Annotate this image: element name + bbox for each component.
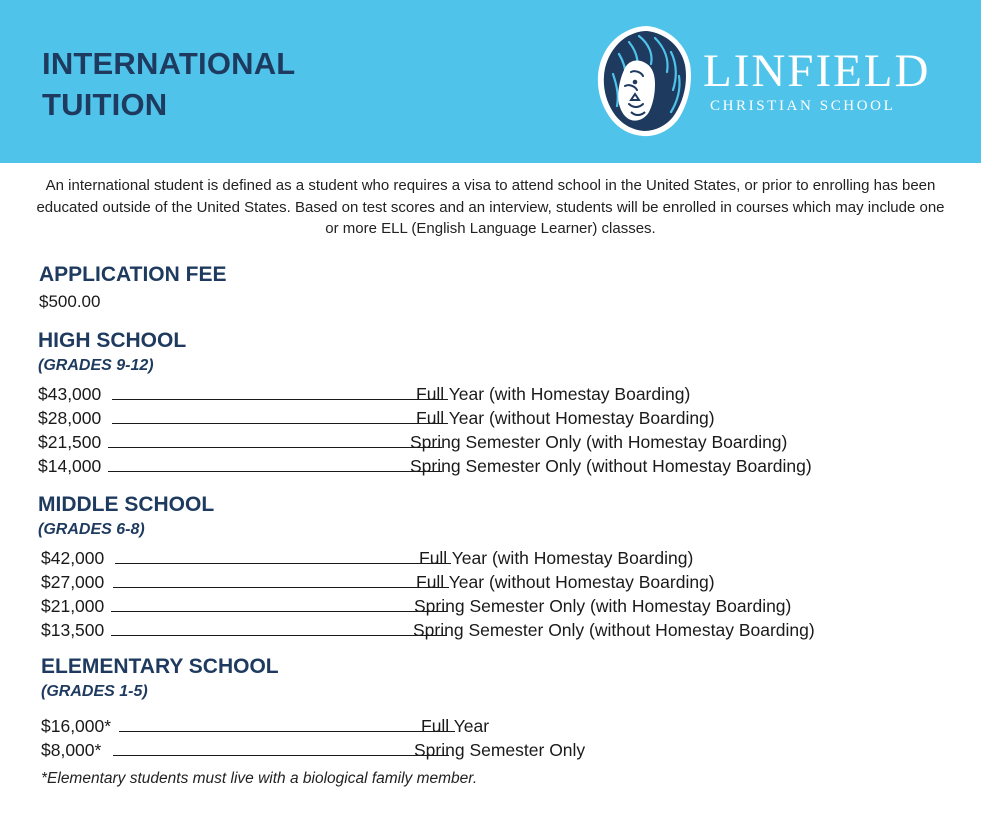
middle-school-heading: MIDDLE SCHOOL: [38, 493, 215, 516]
leader-line: [119, 731, 455, 732]
tuition-price: $28,000: [38, 408, 102, 428]
page-title: [42, 43, 295, 125]
tuition-description: Full Year (with Homestay Boarding): [419, 548, 694, 568]
tuition-description: Spring Semester Only: [414, 740, 586, 760]
leader-line: [112, 423, 448, 424]
lion-logo-icon: [595, 24, 693, 138]
leader-line: [111, 635, 447, 636]
footnote: *Elementary students must live with a biological family member.: [41, 770, 478, 787]
leader-line: [113, 755, 449, 756]
tuition-price: $8,000*: [41, 740, 102, 760]
middle-school-grades: (GRADES 6-8): [38, 521, 145, 538]
tuition-description: Spring Semester Only (without Homestay Boarding): [410, 456, 812, 476]
elementary-school-heading: ELEMENTARY SCHOOL: [41, 655, 279, 678]
tuition-description: Full Year (without Homestay Boarding): [416, 572, 715, 592]
leader-line: [115, 563, 451, 564]
tuition-description: Full Year (without Homestay Boarding): [416, 408, 715, 428]
intro-paragraph: An international student is defined as a student who requires a visa to attend school in the United States, or prior to enrolling has been educated outside of the United States. Based on test scores and an interview, students will be enrolled in courses which may include one or more ELL (English Language Learner) classes.: [36, 177, 945, 237]
high-school-heading: HIGH SCHOOL: [38, 329, 187, 352]
tuition-price: $14,000: [38, 456, 102, 476]
brand-name: LINFIELD: [703, 45, 931, 97]
high-school-grades: (GRADES 9-12): [38, 357, 154, 374]
application-fee-amount: $500.00: [39, 292, 101, 311]
tuition-description: Spring Semester Only (with Homestay Boarding): [410, 432, 788, 452]
leader-line: [108, 471, 442, 472]
tuition-price: $43,000: [38, 384, 102, 404]
page-title-line-2: TUITION: [42, 87, 168, 122]
tuition-price: $21,500: [38, 432, 102, 452]
tuition-price: $42,000: [41, 548, 105, 568]
page-title-line-1: INTERNATIONAL: [42, 46, 296, 81]
leader-line: [113, 587, 449, 588]
leader-line: [112, 399, 448, 400]
tuition-description: Spring Semester Only (without Homestay Boarding): [413, 620, 815, 640]
leader-line: [108, 447, 442, 448]
tuition-description: Full Year: [421, 716, 490, 736]
brand-subtitle: CHRISTIAN SCHOOL: [710, 98, 896, 114]
header-banner: [0, 0, 981, 163]
elementary-school-grades: (GRADES 1-5): [41, 683, 148, 700]
application-fee-heading: APPLICATION FEE: [39, 263, 227, 286]
leader-line: [111, 611, 447, 612]
tuition-price: $27,000: [41, 572, 105, 592]
tuition-description: Spring Semester Only (with Homestay Boarding): [414, 596, 792, 616]
tuition-price: $16,000*: [41, 716, 112, 736]
tuition-price: $13,500: [41, 620, 105, 640]
tuition-price: $21,000: [41, 596, 105, 616]
tuition-description: Full Year (with Homestay Boarding): [416, 384, 691, 404]
